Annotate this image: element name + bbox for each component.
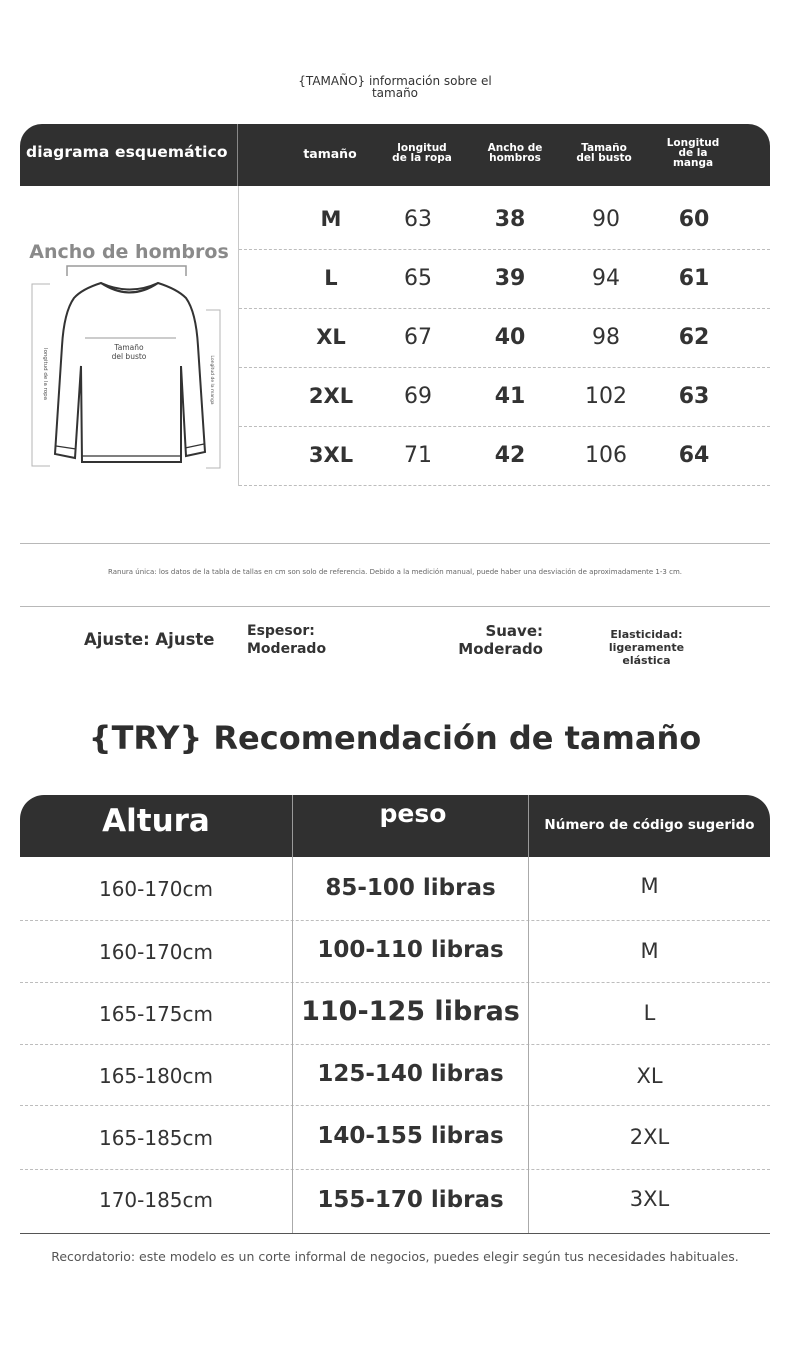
header-bust xyxy=(564,143,644,163)
size-info-title-line1: {TAMAÑO} información sobre el xyxy=(298,74,492,88)
weight-cell: 100-110 libras xyxy=(317,937,504,963)
sleeve-cell: 63 xyxy=(678,384,710,409)
header-weight: peso xyxy=(379,799,447,828)
table-row xyxy=(20,1106,770,1170)
length-label: longitud de la ropa xyxy=(42,348,48,400)
recommendation-title: {TRY} Recomendación de tamaño xyxy=(88,719,702,757)
sleeve-label: Longitud de la manga xyxy=(209,355,214,405)
code-cell: M xyxy=(640,874,659,898)
header-code: Número de código sugerido xyxy=(544,817,755,833)
size-info-title xyxy=(0,75,790,99)
code-cell: 3XL xyxy=(629,1187,670,1211)
sleeve-cell: 60 xyxy=(678,207,710,232)
code-cell: L xyxy=(643,1001,656,1025)
bust-cell: 98 xyxy=(592,325,620,350)
recommendation-header xyxy=(20,795,770,857)
weight-cell: 125-140 libras xyxy=(317,1061,504,1087)
divider xyxy=(20,606,770,607)
table-row xyxy=(239,426,770,486)
weight-cell: 155-170 libras xyxy=(317,1187,504,1213)
header-length-line1: longitud xyxy=(397,142,447,154)
weight-cell: 110-125 libras xyxy=(301,996,520,1027)
header-length xyxy=(382,143,462,163)
elasticity-attribute xyxy=(584,628,709,667)
length-cell: 71 xyxy=(404,443,432,468)
column-divider xyxy=(292,857,293,1233)
size-info-title-line2: tamaño xyxy=(371,86,419,100)
bust-cell: 102 xyxy=(585,384,627,409)
sweater-diagram xyxy=(20,186,238,486)
header-height: Altura xyxy=(102,803,210,839)
table-row xyxy=(239,249,770,309)
shoulder-bracket xyxy=(67,266,186,276)
size-cell: 2XL xyxy=(308,384,354,408)
header-shoulder-line2: hombros xyxy=(489,152,541,164)
header-sleeve-line1: Longitud xyxy=(666,137,720,149)
fit-attribute: Ajuste: Ajuste xyxy=(84,630,215,649)
height-cell: 160-170cm xyxy=(98,940,214,964)
column-divider xyxy=(528,857,529,1233)
measurement-note: Ranura única: los datos de la tabla de tallas en cm son solo de referencia. Debido a la medición manual, puede haber una desviación de aproximadamente 1-3 cm. xyxy=(108,568,682,576)
height-cell: 165-175cm xyxy=(98,1002,214,1026)
length-cell: 67 xyxy=(404,325,432,350)
shoulder-cell: 41 xyxy=(494,384,526,409)
length-cell: 65 xyxy=(404,266,432,291)
header-sleeve-line3: manga xyxy=(672,157,714,169)
table-bottom-line xyxy=(20,1233,770,1234)
table-row xyxy=(20,1045,770,1106)
code-cell: 2XL xyxy=(629,1125,670,1149)
shoulder-cell: 39 xyxy=(494,266,526,291)
bust-cell: 90 xyxy=(592,207,620,232)
bust-label-line2: del busto xyxy=(111,352,147,361)
sweater-outline xyxy=(55,283,205,462)
header-sleeve-line2: de la xyxy=(678,147,708,159)
height-cell: 160-170cm xyxy=(98,877,214,901)
table-row xyxy=(20,983,770,1045)
bust-cell: 106 xyxy=(585,443,627,468)
thickness-value: Moderado xyxy=(247,641,327,657)
table-row xyxy=(20,921,770,983)
weight-cell: 85-100 libras xyxy=(325,875,496,901)
softness-attribute xyxy=(440,622,543,658)
sleeve-cell: 62 xyxy=(678,325,710,350)
size-cell: XL xyxy=(316,325,346,349)
height-cell: 170-185cm xyxy=(98,1188,214,1212)
softness-label: Suave: xyxy=(485,622,543,640)
bust-label-line1: Tamaño xyxy=(114,343,144,352)
reminder-note: Recordatorio: este modelo es un corte informal de negocios, puedes elegir según tus necesidades habituales. xyxy=(51,1249,739,1264)
table-row xyxy=(239,367,770,427)
shoulder-cell: 42 xyxy=(494,443,526,468)
height-cell: 165-185cm xyxy=(98,1126,214,1150)
sweater-illustration xyxy=(20,186,238,486)
sleeve-cell: 61 xyxy=(678,266,710,291)
size-cell: L xyxy=(324,266,338,290)
header-sleeve xyxy=(653,138,733,168)
size-table-header xyxy=(20,124,770,186)
code-cell: M xyxy=(640,939,659,963)
thickness-attribute xyxy=(247,622,326,658)
table-row xyxy=(239,190,770,250)
shoulder-cell: 38 xyxy=(494,207,526,232)
shoulder-width-label: Ancho de hombros xyxy=(29,241,229,263)
weight-cell: 140-155 libras xyxy=(317,1123,504,1149)
thickness-label: Espesor: xyxy=(247,623,315,639)
shoulder-cell: 40 xyxy=(494,325,526,350)
size-cell: M xyxy=(320,207,342,231)
table-row xyxy=(20,857,770,921)
table-row xyxy=(20,1170,770,1233)
elasticity-label: Elasticidad: xyxy=(610,628,683,641)
header-shoulder xyxy=(475,143,555,163)
header-length-line2: de la ropa xyxy=(392,152,452,164)
table-row xyxy=(239,308,770,368)
length-cell: 69 xyxy=(404,384,432,409)
height-cell: 165-180cm xyxy=(98,1064,214,1088)
elasticity-value: ligeramente elástica xyxy=(608,641,685,667)
header-bust-line1: Tamaño xyxy=(581,142,627,154)
header-shoulder-line1: Ancho de xyxy=(487,142,543,154)
divider xyxy=(20,543,770,544)
code-cell: XL xyxy=(636,1064,663,1088)
header-bust-line2: del busto xyxy=(576,152,632,164)
size-cell: 3XL xyxy=(308,443,354,467)
diagram-label: diagrama esquemático xyxy=(26,143,228,161)
softness-value: Moderado xyxy=(458,640,543,658)
bust-cell: 94 xyxy=(592,266,620,291)
length-cell: 63 xyxy=(404,207,432,232)
header-size: tamaño xyxy=(303,146,357,161)
header-separator xyxy=(237,124,238,186)
sleeve-cell: 64 xyxy=(678,443,710,468)
